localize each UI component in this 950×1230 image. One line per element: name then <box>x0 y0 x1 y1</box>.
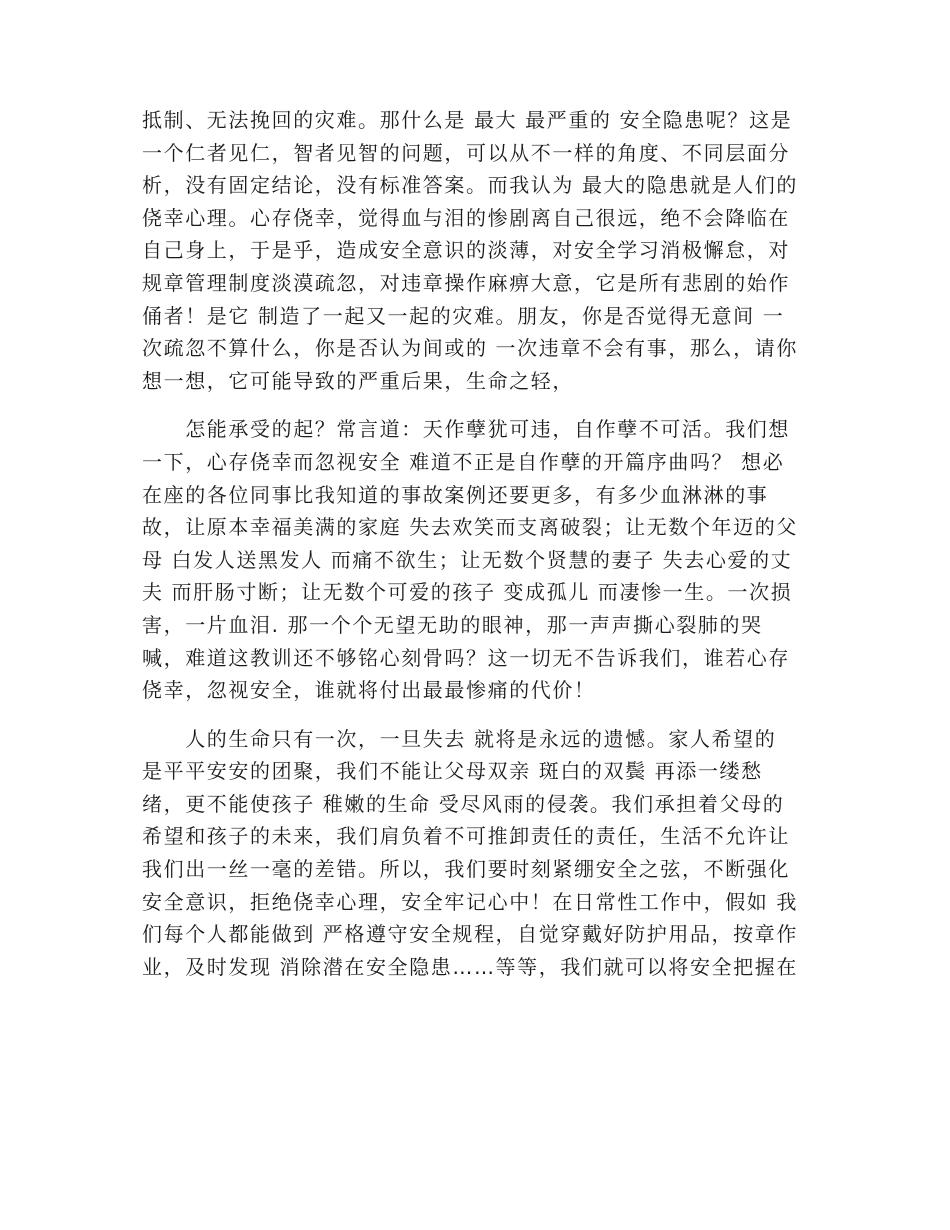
text-line: 夫 而肝肠寸断；让无数个可爱的孩子 变成孤儿 而凄惨一生。一次损 <box>142 580 793 605</box>
text-line: 绪，更不能使孩子 稚嫩的生命 受尽风雨的侵袭。我们承担着父母的 <box>142 791 785 816</box>
text-line: 希望和孩子的未来，我们肩负着不可推卸责任的责任，生活不允许让 <box>142 824 790 849</box>
text-line: 我们出一丝一毫的差错。所以，我们要时刻紧绷安全之弦，不断强化 <box>142 857 790 882</box>
text-line: 们每个人都能做到 严格遵守安全规程，自觉穿戴好防护用品，按章作 <box>142 922 798 947</box>
paragraph-3 <box>142 723 808 984</box>
text-line: 次疏忽不算什么，你是否认为间或的 一次违章不会有事，那么，请你 <box>142 336 798 361</box>
text-line: 抵制、无法挽回的灾难。那什么是 最大 最严重的 安全隐患呢？这是 <box>142 108 793 132</box>
text-line: 在座的各位同事比我知道的事故案例还要更多，有多少血淋淋的事 <box>142 482 769 507</box>
text-line: 母 白发人送黑发人 而痛不欲生；让无数个贤慧的妻子 失去心爱的丈 <box>142 547 793 572</box>
text-line: 自己身上，于是乎，造成安全意识的淡薄，对安全学习消极懈怠，对 <box>142 238 790 263</box>
text-line: 规章管理制度淡漠疏忽，对违章操作麻痹大意，它是所有悲剧的始作 <box>142 270 790 295</box>
text-line: 俑者！是它 制造了一起又一起的灾难。朋友，你是否觉得无意间 一 <box>142 303 785 328</box>
text-line: 析，没有固定结论，没有标准答案。而我认为 最大的隐患就是人们的 <box>142 173 798 198</box>
paragraph-1 <box>142 104 808 397</box>
text-line: 想一想，它可能导致的严重后果，生命之轻， <box>142 368 574 393</box>
paragraph-2 <box>142 413 808 706</box>
text-line: 安全意识，拒绝侥幸心理，安全牢记心中！在日常性工作中，假如 我 <box>142 889 798 914</box>
text-line: 是平平安安的团聚，我们不能让父母双亲 斑白的双鬓 再添一缕愁 <box>142 759 763 784</box>
text-line: 一个仁者见仁，智者见智的问题，可以从不一样的角度、不同层面分 <box>142 140 790 165</box>
text-line: 喊，难道这教训还不够铭心刻骨吗？这一切无不告诉我们，谁若心存 <box>142 645 790 670</box>
document-page <box>142 104 808 983</box>
text-line: 侥幸，忽视安全，谁就将付出最最惨痛的代价！ <box>142 678 596 703</box>
text-line: 怎能承受的起？常言道：天作孽犹可违，自作孽不可活。我们想 <box>142 417 790 442</box>
text-line: 人的生命只有一次，一旦失去 就将是永远的遗憾。家人希望的 <box>142 726 777 751</box>
text-line: 业，及时发现 消除潜在安全隐患……等等，我们就可以将安全把握在 <box>142 954 798 979</box>
text-line: 故，让原本幸福美满的家庭 失去欢笑而支离破裂；让无数个年迈的父 <box>142 515 798 540</box>
text-line: 侥幸心理。心存侥幸，觉得血与泪的惨剧离自己很远，绝不会降临在 <box>142 205 790 230</box>
text-line: 一下，心存侥幸而忽视安全 难道不正是自作孽的开篇序曲吗？ 想必 <box>142 449 785 474</box>
text-line: 害，一片血泪. 那一个个无望无助的眼神，那一声声撕心裂肺的哭 <box>142 612 763 637</box>
